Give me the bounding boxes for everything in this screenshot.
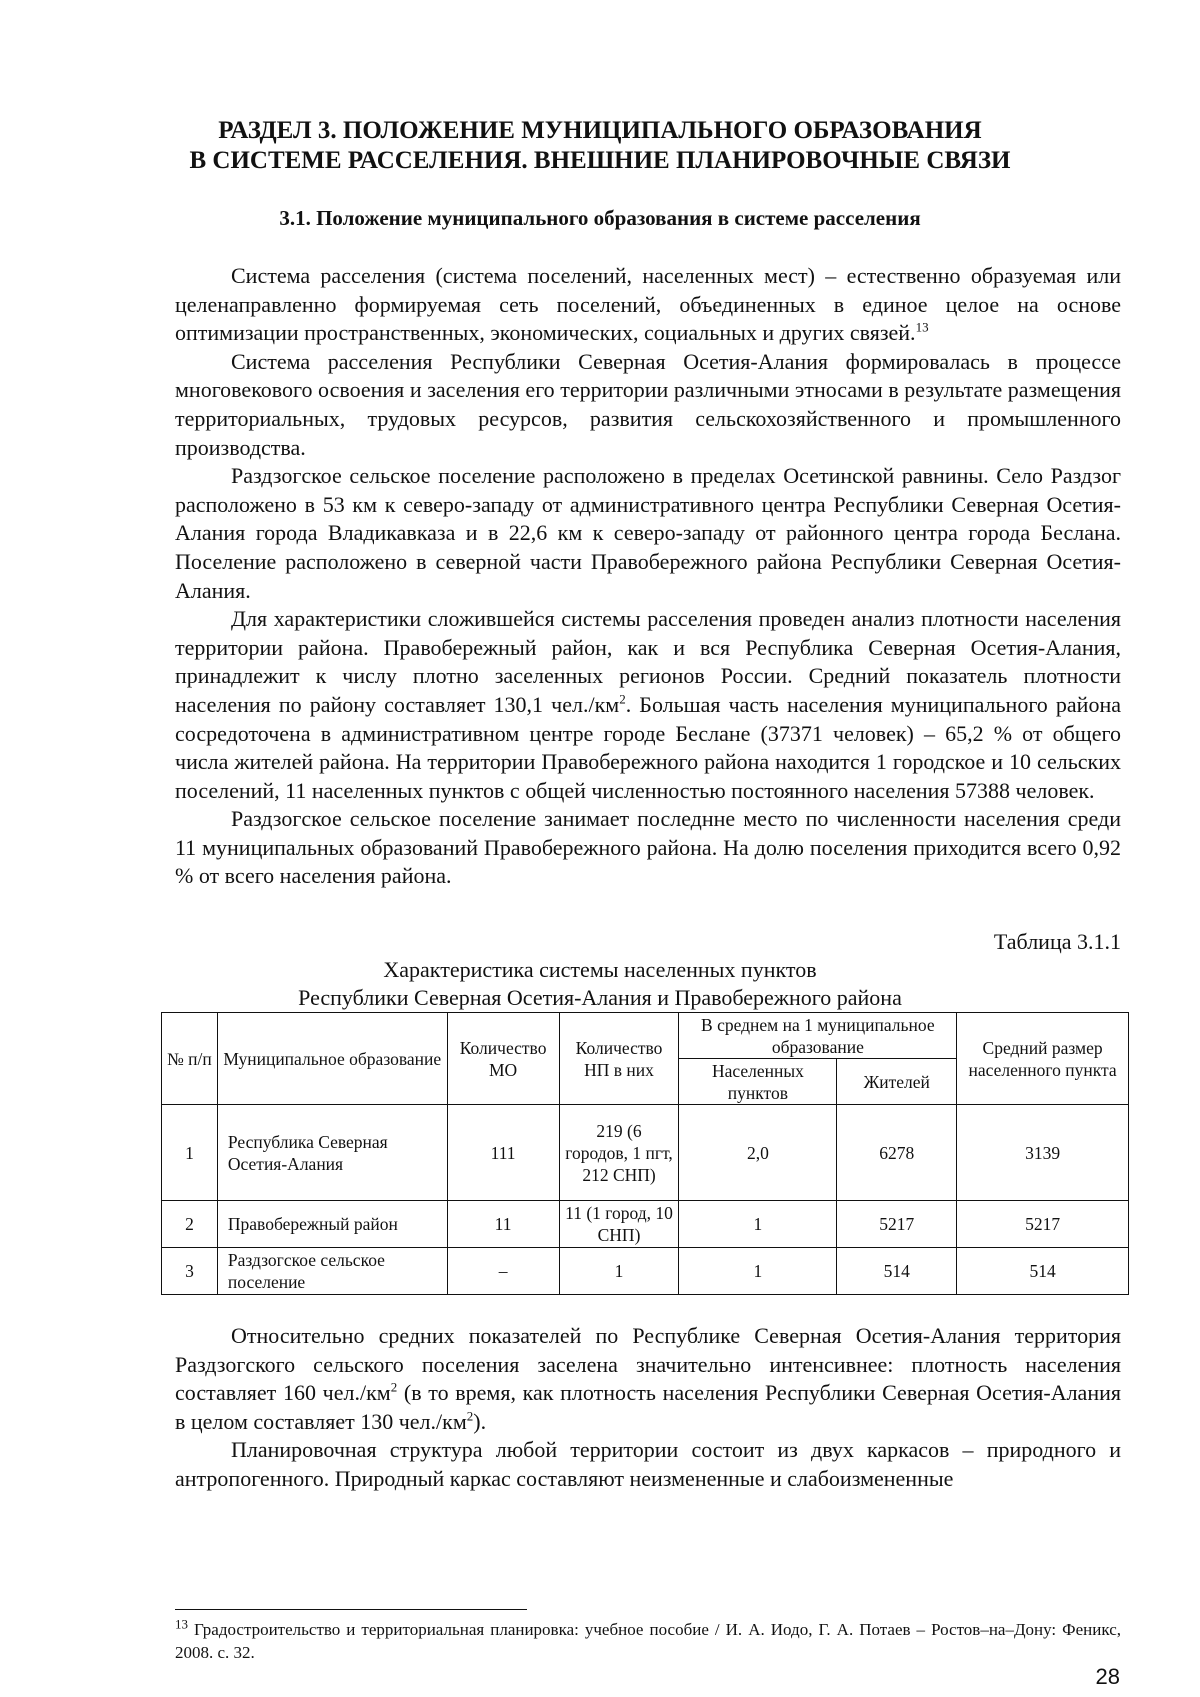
settlement-table [161, 1012, 1129, 1295]
table-caption-line-1: Характеристика системы населенных пунктов [383, 957, 817, 982]
header-num: № п/п [162, 1013, 218, 1105]
table-caption-line-2: Республики Северная Осетия-Алания и Правобережного района [298, 985, 902, 1010]
paragraph-4-text-a: Для характеристики сложившейся системы расселения проведен анализ плотности населения территории района. Правобережный район, как и вся Республика Северная Осетия-Алания, принадлежит к числу плотно заселенных регионов России. Средний показатель плотности населения по району составляет 130,1 чел./км [175, 606, 1121, 717]
section-title-line-1: РАЗДЕЛ 3. ПОЛОЖЕНИЕ МУНИЦИПАЛЬНОГО ОБРАЗОВАНИЯ [218, 117, 982, 144]
cell-num: 1 [162, 1105, 218, 1201]
header-count-np: Количество НП в них [559, 1013, 679, 1105]
cell-avg-np: 2,0 [679, 1105, 837, 1201]
header-mo: Муниципальное образование [217, 1013, 447, 1105]
footnote-marker: 13 [175, 1616, 188, 1632]
paragraph-4 [175, 605, 1121, 805]
header-count-mo: Количество МО [447, 1013, 559, 1105]
table-row [162, 1248, 1129, 1295]
superscript: 2 [466, 1408, 474, 1424]
footnote [175, 1618, 1121, 1664]
paragraph-7: Планировочная структура любой территории состоит из двух каркасов – природного и антропогенного. Природный каркас составляют неизмененные и слабоизмененные [175, 1437, 1121, 1491]
paragraph-6-text-a: Относительно средних показателей по Республике Северная Осетия-Алания территория Раздзогского сельского поселения заселена значительно интенсивнее: плотность населения составляет 160 чел./км [175, 1323, 1121, 1406]
superscript: 2 [619, 691, 626, 707]
page-number: 28 [1095, 1664, 1120, 1689]
cell-name: Правобережный район [217, 1201, 447, 1248]
footnote-divider [175, 1609, 527, 1610]
table-caption [150, 956, 1050, 1012]
cell-avg-residents: 6278 [837, 1105, 957, 1201]
section-title-line-2: В СИСТЕМЕ РАССЕЛЕНИЯ. ВНЕШНИЕ ПЛАНИРОВОЧНЫЕ СВЯЗИ [189, 147, 1011, 174]
paragraph-3: Раздзогское сельское поселение расположено в пределах Осетинской равнины. Село Раздзог расположено в 53 км к северо-западу от административного центра Республики Северная Осетия-Алания города Владикавказа и в 22,6 км к северо-западу от районного центра города Беслана. Поселение расположено в северной части Правобережного района Республики Северная Осетия-Алания. [175, 463, 1121, 603]
superscript: 2 [390, 1379, 398, 1395]
table-row [162, 1201, 1129, 1248]
paragraph-5: Раздзогское сельское поселение занимает последнне место по численности населения среди 11 муниципальных образований Правобережного района. На долю поселения приходится всего 0,92 % от всего населения района. [175, 806, 1121, 889]
cell-num: 3 [162, 1248, 218, 1295]
table-number: Таблица 3.1.1 [993, 929, 1121, 954]
section-title [150, 116, 1050, 176]
cell-num: 2 [162, 1201, 218, 1248]
cell-avg-size: 3139 [957, 1105, 1129, 1201]
subsection-title: 3.1. Положение муниципального образования в системе расселения [279, 206, 921, 230]
cell-count-np: 219 (6 городов, 1 пгт, 212 СНП) [559, 1105, 679, 1201]
body-text-bottom [175, 1322, 1121, 1494]
cell-avg-residents: 514 [837, 1248, 957, 1295]
paragraph-4-text-b: . Большая часть населения муниципального района сосредоточена в административном центре городе Беслане (37371 человек) – 65,2 % от общего числа жителей района. На территории Правобережного района находится 1 городское и 10 сельских поселений, 11 населенных пунктов с общей численностью постоянного населения 57388 человек. [175, 691, 1121, 803]
cell-count-mo: – [447, 1248, 559, 1295]
table-row [162, 1105, 1129, 1201]
header-avg-residents: Жителей [837, 1059, 957, 1105]
cell-count-mo: 11 [447, 1201, 559, 1248]
header-avg-np: Населенных пунктов [679, 1059, 837, 1105]
header-avg-group: В среднем на 1 муниципальное образование [679, 1013, 957, 1059]
paragraph-2: Система расселения Республики Северная Осетия-Алания формировалась в процессе многовекового освоения и заселения его территории различными этносами в результате размещения территориальных, трудовых ресурсов, развития сельскохозяйственного и промышленного производства. [175, 348, 1121, 460]
cell-count-np: 11 (1 город, 10 СНП) [559, 1201, 679, 1248]
footnote-text: Градостроительство и территориальная планировка: учебное пособие / И. А. Иодо, Г. А. Потаев – Ростов–на–Дону: Феникс, 2008. с. 32. [175, 1620, 1121, 1662]
cell-avg-size: 5217 [957, 1201, 1129, 1248]
footnote-ref[interactable]: 13 [915, 319, 929, 335]
cell-count-np: 1 [559, 1248, 679, 1295]
paragraph-1-text: Система расселения (система поселений, населенных мест) – естественно образуемая или целенаправленно формируемая сеть поселений, объединенных в единое целое на основе оптимизации пространственных, экономических, социальных и других связей. [175, 263, 1121, 346]
paragraph-6 [175, 1322, 1121, 1436]
paragraph-1 [175, 262, 1121, 348]
cell-avg-residents: 5217 [837, 1201, 957, 1248]
body-text-top [175, 262, 1121, 891]
cell-name: Республика Северная Осетия-Алания [217, 1105, 447, 1201]
paragraph-6-text-b: (в то время, как плотность населения Республики Северная Осетия-Алания в целом составляет 130 чел./км [175, 1380, 1121, 1434]
table-header-row-1 [162, 1013, 1129, 1059]
cell-avg-size: 514 [957, 1248, 1129, 1295]
paragraph-6-text-c: ). [473, 1408, 487, 1434]
cell-count-mo: 111 [447, 1105, 559, 1201]
cell-avg-np: 1 [679, 1248, 837, 1295]
cell-name: Раздзогское сельское поселение [217, 1248, 447, 1295]
header-avg-size: Средний размер населенного пункта [957, 1013, 1129, 1105]
cell-avg-np: 1 [679, 1201, 837, 1248]
